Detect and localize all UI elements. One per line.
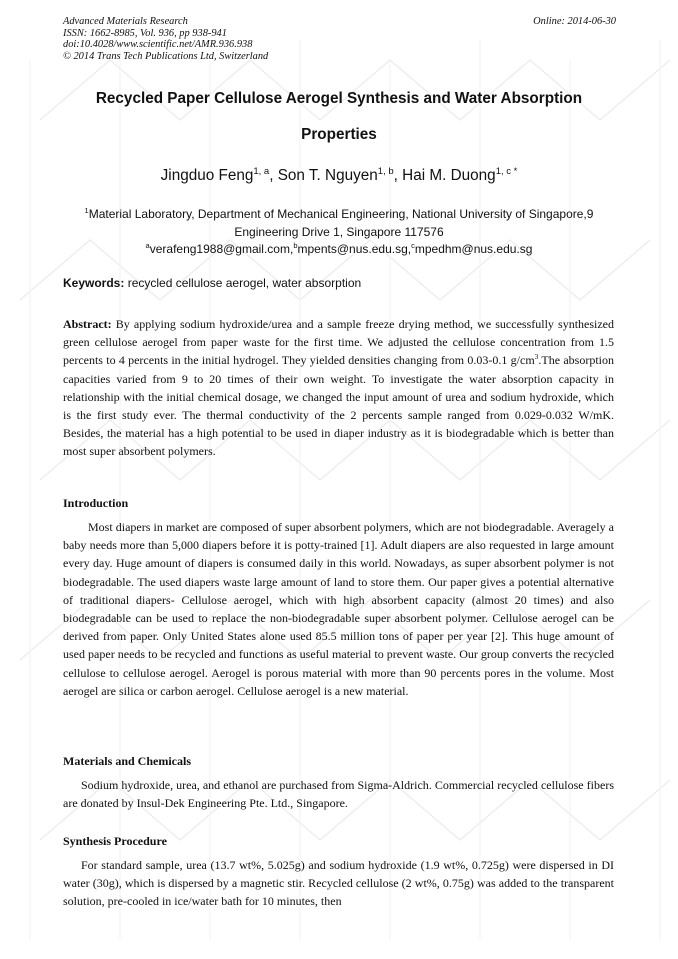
email-link[interactable]: verafeng1988@gmail.com bbox=[149, 242, 290, 256]
synthesis-heading: Synthesis Procedure bbox=[63, 834, 167, 848]
online-date: Online: 2014-06-30 bbox=[533, 16, 616, 27]
materials-paragraph: Sodium hydroxide, urea, and ethanol are purchased from Sigma-Aldrich. Commercial recycled cellulose fibers are donated by Insul-Dek Engineering Pte. Ltd., Singapore. bbox=[63, 778, 614, 811]
journal-issn: ISSN: 1662-8985, Vol. 936, pp 938-941 bbox=[63, 27, 227, 39]
materials-heading: Materials and Chemicals bbox=[63, 754, 191, 768]
author-emails: $^a$verafeng1988@gmail.com,$^b$mpents@nus.edu.sg,$^c$mpedhm@nus.edu.sg bbox=[145, 241, 533, 256]
abstract-label: Abstract: bbox=[63, 317, 112, 331]
introduction-heading: Introduction bbox=[63, 496, 129, 510]
abstract-text-part1: By applying sodium hydroxide/urea and a sample freeze drying method, we successfully synthesized green cellulose aerogel from paper waste for the first time. We adjusted the cellulose concentration from 1.5 percents to 4 percents in the initial hydrogel. They yielded densities changing from 0.03-0.1 g/cm bbox=[63, 317, 615, 368]
author-name: Son T. Nguyen bbox=[277, 167, 378, 185]
abstract-paragraph bbox=[63, 315, 614, 461]
journal-copyright: © 2014 Trans Tech Publications Ltd, Switzerland bbox=[63, 50, 269, 62]
abstract-sup: 3 bbox=[534, 352, 539, 362]
synthesis-paragraph: For standard sample, urea (13.7 wt%, 5.025g) and sodium hydroxide (1.9 wt%, 0.725g) were dispersed in DI water (30g), which is dispersed by a magnetic stir. Recycled cellulose (2 wt%, 0.75g) was added to the transparent solution, pre-cooled in ice/water bath for 10 minutes, then bbox=[63, 858, 614, 909]
author-sup: 1, c * bbox=[495, 166, 518, 177]
keywords-text: recycled cellulose aerogel, water absorption bbox=[127, 276, 362, 290]
journal-doi: doi:10.4028/www.scientific.net/AMR.936.938 bbox=[63, 39, 253, 51]
affiliation-sup: 1 bbox=[84, 206, 89, 215]
email-link[interactable]: mpents@nus.edu.sg bbox=[297, 242, 408, 256]
keywords bbox=[63, 276, 361, 290]
author-sup: 1, a bbox=[253, 166, 270, 177]
paper-title-line1: Recycled Paper Cellulose Aerogel Synthesis and Water Absorption bbox=[95, 90, 583, 107]
author-name: Hai M. Duong bbox=[402, 167, 496, 185]
introduction-paragraph: Most diapers in market are composed of super absorbent polymers, which are not biodegradable. Averagely a baby needs more than 5,000 diapers before it is potty-trained [1]. Adult diapers are also requested in large amount every day. Huge amount of diapers is consumed daily in this world. Nowadays, as super absorbent polymer is not biodegradable. The used diapers waste large amount of land to store them. Our paper gives a potential alternative of traditional diapers- Cellulose aerogel, which with high absorbent capacity (almost 20 times) and also biodegradable can be used to replace the non-biodegradable super absorbent polymer. Cellulose aerogel can be derived from paper. Only United States alone used 85.5 million tons of paper per year [2]. This huge amount of used paper needs to be recycled and functions as useful material to prevent waste. Our group converts the recycled cellulose to cellulose aerogel. Aerogel is porous material with more than 90 percents pores in the volume. Most aerogel are silica or carbon aerogel. Cellulose aerogel is a new material. bbox=[63, 520, 614, 698]
affiliation bbox=[63, 202, 615, 241]
email-sup: b bbox=[293, 241, 298, 250]
email-sup: a bbox=[145, 241, 150, 250]
paper-title-line2: Properties bbox=[301, 126, 377, 143]
journal-header bbox=[63, 16, 268, 62]
affiliation-text: Material Laboratory, Department of Mechanical Engineering, National University of Singapore,9 Engineering Drive 1, Singapore 117576 bbox=[88, 207, 594, 239]
author-sup: 1, b bbox=[377, 166, 394, 177]
keywords-label: Keywords: bbox=[63, 276, 125, 290]
email-sup: c bbox=[411, 241, 415, 250]
author-list: Jingduo Feng$^{1, a}$, Son T. Nguyen$^{1, b}$, Hai M. Duong$^{1, c *}$ bbox=[160, 166, 518, 185]
author-name: Jingduo Feng bbox=[160, 167, 254, 185]
email-link[interactable]: mpedhm@nus.edu.sg bbox=[414, 242, 533, 256]
journal-name: Advanced Materials Research bbox=[63, 16, 188, 27]
abstract-text-part2: .The absorption capacities varied from 9 to 20 times of their own weight. To investigate the water absorption capacity in relationship with the initial chemical dosage, we changed the input amount of urea and sodium hydroxide, which is the first study ever. The thermal conductivity of the 2 percents sample ranged from 0.029-0.032 W/mK. Besides, the material has a high potential to be used in diaper industry as it is biodegradable which is better than most super absorbent polymers. bbox=[63, 353, 614, 459]
